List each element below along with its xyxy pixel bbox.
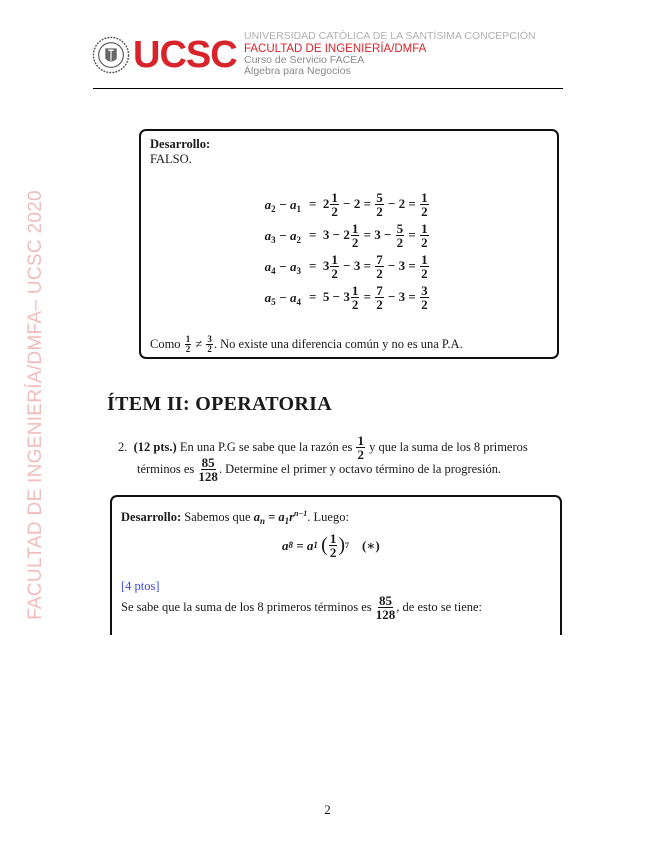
problem-statement-cont: términos es $\frac{85}{128}$ . Determine el primer y octavo término de la progresión. [137, 455, 502, 484]
equation-rhs: = 3 − 2 $\frac{1}{2}$ = 3 − $\frac{5}{2}$ = $\frac{1}{2}$ [309, 220, 428, 250]
header-institution [244, 31, 536, 78]
box1-heading: Desarrollo: [150, 137, 211, 151]
solution-box-1 [139, 129, 559, 359]
problem-text: En una P.G se sabe que la razón es [179, 439, 353, 454]
box2-sum-text: Se sabe que la suma de los 8 primeros términos es $\frac{85}{128}$ , de esto se tiene: [121, 592, 483, 622]
page-number: 2 [324, 802, 331, 817]
box1-conclusion: Como $\frac{1}{2}$ ≠ $\frac{3}{2}$ . No existe una diferencia común y no es una P.A. [150, 333, 463, 354]
problem-text: términos es [137, 462, 195, 476]
problem-number: 2. [118, 439, 128, 454]
equation-rhs: = 3 $\frac{1}{2}$ − 3 = $\frac{7}{2}$ − 3 = $\frac{1}{2}$ [309, 251, 428, 281]
box2-intro: Desarrollo: Sabemos que $a_n = a_1r^{n-1}$. Luego: [121, 509, 349, 527]
university-seal-icon [92, 36, 130, 74]
points-link[interactable]: [4 ptos] [121, 579, 160, 593]
equation-row: $a_5 - a_4$ [264, 290, 301, 307]
problem-points: (12 pts.) [133, 439, 177, 454]
equation-row: $a_2 - a_1$ [264, 197, 301, 214]
problem-text: y que la suma de los 8 primeros [369, 439, 528, 454]
header-university: UNIVERSIDAD CATÓLICA DE LA SANTÍSIMA CONCEPCIÓN [244, 30, 536, 42]
problem-statement: 2. (12 pts.) En una P.G se sabe que la razón es $\frac{1}{2}$ y que la suma de los 8 primeros [118, 432, 528, 462]
box2-formula: a 8 = a 1 ( $\frac{1}{2}$ ) 7 (∗) [282, 530, 380, 560]
problem-text: . Determine el primer y octavo término de la progresión. [218, 462, 502, 476]
box1-answer: FALSO. [150, 152, 192, 166]
side-watermark: FACULTAD DE INGENIERÍA/DMFA– UCSC 2020 [25, 190, 46, 620]
equation-row: $a_3 - a_2$ [264, 228, 301, 245]
equation-row: $a_4 - a_3$ [264, 259, 301, 276]
equation-rhs: = 2 $\frac{1}{2}$ − 2 = $\frac{5}{2}$ − 2 = $\frac{1}{2}$ [309, 189, 428, 219]
equation-rhs: = 5 − 3 $\frac{1}{2}$ = $\frac{7}{2}$ − 3 = $\frac{3}{2}$ [309, 282, 428, 312]
solution-box-2 [110, 495, 562, 635]
header-divider [93, 88, 563, 89]
header-faculty: FACULTAD DE INGENIERÍA/DMFA [244, 42, 427, 55]
ucsc-logo: UCSC [133, 34, 237, 76]
section-title: ÍTEM II: OPERATORIA [107, 393, 332, 415]
header-subject: Álgebra para Negocios [244, 65, 351, 77]
header-course: Curso de Servicio FACEA [244, 53, 365, 66]
